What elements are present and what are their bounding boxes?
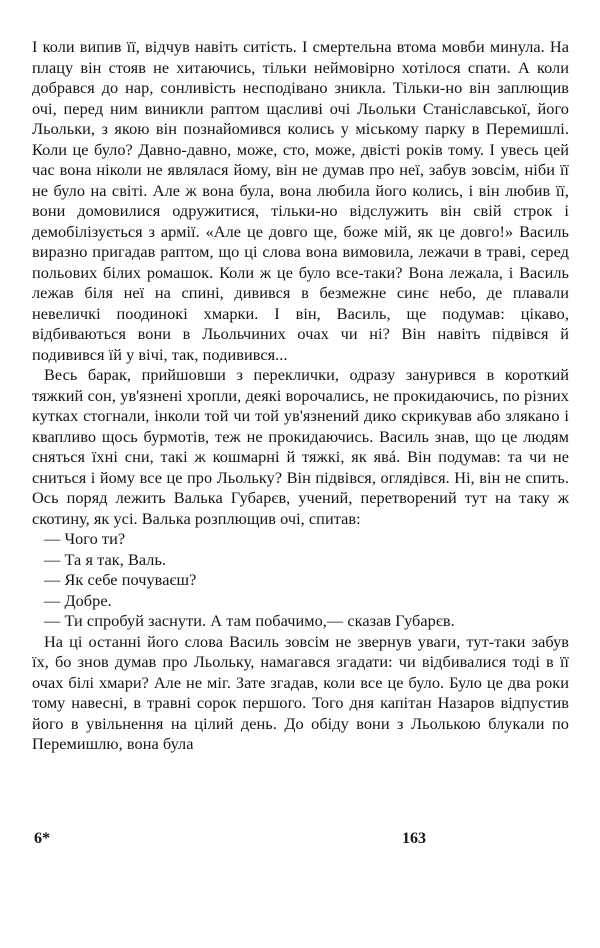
paragraph-3: На ці останні його слова Василь зовсім не звернув уваги, тут-таки забув їх, бо знов думав про Льольку, намагався згадати: чи відбивалися тоді в її очах білі хмари? Але не міг. Зате згадав, коли все це було. Було це два роки тому навесні, в травні сорок першого. Того дня капітан Назаров відпустив його в увільнення на цілий день. До обіду вони з Льолькою блукали по Перемишлю, вона була — [32, 631, 569, 753]
dialogue-line-4: — Добре. — [44, 590, 112, 610]
dialogue-line-1: — Чого ти? — [44, 529, 126, 548]
signature-mark: 6* — [34, 830, 50, 847]
paragraph-1: І коли випив її, відчув навіть ситість. І смертельна втома мовби минула. На плацу він стояв не хитаючись, тільки неймовірно хотілося спати. А коли добрався до нар, сонливість несподівано зникла. Тільки-но він заплющив очі, перед ним виникли раптом щасливі очі Льольки Станіславської, його Льольки, з якою він познайомився колись у міському парку в Перемишлі. Коли це було? Давно-давно, може, сто, може, двісті років тому. І увесь цей час вона ніколи не являлася йому, він не думав про неї, забув зовсім, ніби її не було на світі. Але ж вона була, вона любила його колись, і він любив її, вони домовилися одружитися, тільки-но відслужить він свій строк і демобілізується з армії. «Але це довго ще, боже мій, як це довго!» Василь виразно пригадав раптом, що ці слова вона вимовила, лежачи в траві, серед польових білих ромашок. Коли ж це було все-таки? Вона лежала, і Василь лежав біля неї на спині, дивився в безмежне синє небо, де плавали невеличкі поодинокі хмарки. І він, Василь, ще подумав: цікаво, відбиваються вони в Льольчиних очах чи ні? Він навіть підвівся й подивився їй у вічі, так, подивився... — [32, 37, 569, 364]
dialogue-line-3: — Як себе почуваєш? — [44, 570, 197, 589]
dialogue-line-5: — Ти спробуй заснути. А там побачимо,— сказав Губарєв. — [44, 611, 455, 630]
page-body-text — [32, 37, 569, 755]
page-number: 163 — [402, 830, 426, 847]
paragraph-2: Весь барак, прийшовши з переклички, одразу занурився в короткий тяжкий сон, ув'язнені хропли, деякі ворочались, не прокидаючись, по різних кутках стогнали, інколи той чи той ув'язнений дико скрикував або злякано і квапливо щось бурмотів, теж не прокидаючись. Василь знав, що це людям сняться їхні сни, такі ж кошмарні й тяжкі, як явá. Він подумав: та чи не сниться і йому все це про Льольку? Він підвівся, оглядівся. Ні, він не спить. Ось поряд лежить Валька Губарєв, учений, перетворений тут на таку ж скотину, як усі. Валька розплющив очі, спитав: — [32, 365, 569, 528]
dialogue-line-2: — Та я так, Валь. — [44, 549, 167, 569]
